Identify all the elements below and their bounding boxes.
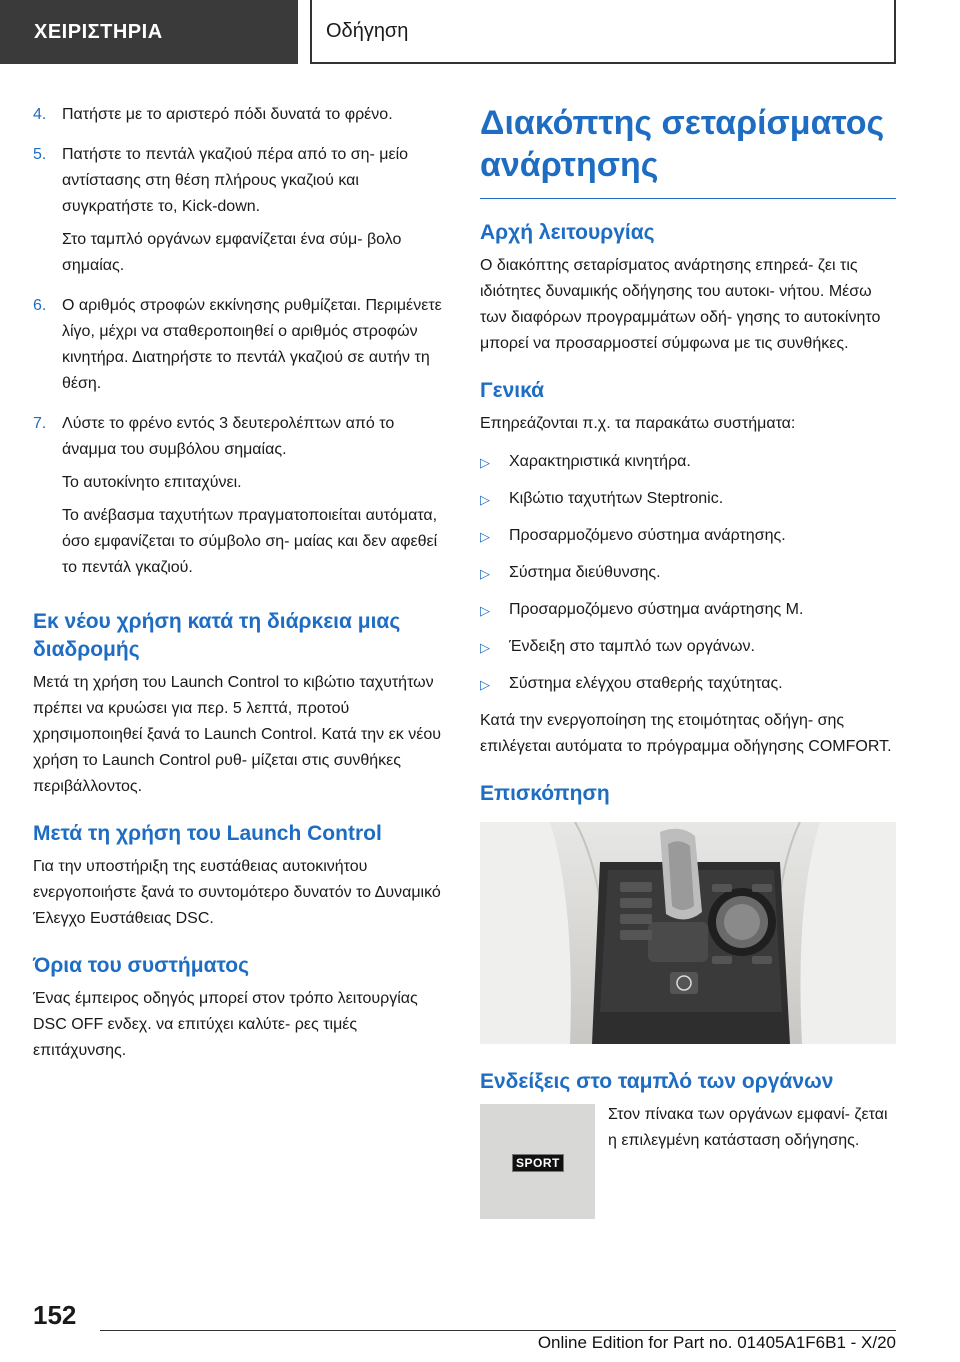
footer-divider: [100, 1330, 896, 1331]
list-item-text: Σύστημα ελέγχου σταθερής ταχύτητας.: [509, 675, 783, 692]
general-heading: Γενικά: [480, 379, 545, 402]
center-console-photo: [480, 822, 896, 1044]
chapter-title: Οδήγηση: [326, 19, 409, 42]
triangle-right-outline-icon: ▷: [480, 566, 490, 581]
step-text: Πατήστε το πεντάλ γκαζιού πέρα από το ση- μείο αντίστασης στη θέση πλήρους γκαζιού και συγκρατήστε το, Kick-down.: [62, 146, 409, 215]
step-text: Το αυτοκίνητο επιταχύνει.: [62, 474, 242, 491]
triangle-right-outline-icon: ▷: [480, 603, 490, 618]
step-7: [33, 411, 448, 588]
chapter-tab: [310, 0, 896, 64]
triangle-right-outline-icon: ▷: [480, 640, 490, 655]
list-item-text: Ένδειξη στο ταμπλό των οργάνων.: [509, 638, 755, 655]
triangle-right-outline-icon: ▷: [480, 529, 490, 544]
general-outro: Κατά την ενεργοποίηση της ετοιμότητας οδήγη- σης επιλέγεται αυτόματα το πρόγραμμα οδήγησης COMFORT.: [480, 712, 892, 755]
step-4: [33, 102, 448, 135]
step-6: [33, 293, 448, 404]
list-item-text: Κιβώτιο ταχυτήτων Steptronic.: [509, 490, 724, 507]
section-text: Ένας έμπειρος οδηγός μπορεί στον τρόπο λειτουργίας DSC OFF ενδεχ. να επιτύχει καλύτε- ρες τιμές επιτάχυνσης.: [33, 990, 418, 1059]
section-text: Για την υποστήριξη της ευστάθειας αυτοκινήτου ενεργοποιήστε ξανά το συντομότερο δυνατόν το Δυναμικό Έλεγχο Ευστάθειας DSC.: [33, 858, 441, 927]
section-heading: Μετά τη χρήση του Launch Control: [33, 822, 382, 845]
general-intro: Επηρεάζονται π.χ. τα παρακάτω συστήματα:: [480, 415, 796, 432]
step-number: 4.: [33, 106, 47, 123]
step-number: 7.: [33, 415, 47, 432]
list-item-text: Σύστημα διεύθυνσης.: [509, 564, 661, 581]
center-console-illustration: [480, 822, 896, 1044]
indicators-text: Στον πίνακα των οργάνων εμφανί- ζεται η επιλεγμένη κατάσταση οδήγησης.: [608, 1106, 888, 1149]
indicators-row: [480, 1104, 896, 1219]
section-tab: [0, 0, 298, 64]
step-text: Στο ταμπλό οργάνων εμφανίζεται ένα σύμ- βολο σημαίας.: [62, 231, 402, 274]
sport-mode-label: SPORT: [512, 1154, 564, 1172]
footer-edition: Online Edition for Part no. 01405A1F6B1 - X/20: [537, 1333, 896, 1352]
list-item: [480, 634, 896, 661]
list-item: [480, 560, 896, 587]
list-item: [480, 449, 896, 476]
triangle-right-outline-icon: ▷: [480, 455, 490, 470]
step-number: 5.: [33, 146, 47, 163]
list-item-text: Προσαρμοζόμενο σύστημα ανάρτησης.: [509, 527, 786, 544]
list-item: [480, 486, 896, 513]
step-text: Λύστε το φρένο εντός 3 δευτερολέπτων από το άναμμα του συμβόλου σημαίας.: [62, 415, 395, 458]
list-item-text: Χαρακτηριστικά κινητήρα.: [509, 453, 691, 470]
triangle-right-outline-icon: ▷: [480, 677, 490, 692]
step-text: Πατήστε με το αριστερό πόδι δυνατά το φρένο.: [62, 106, 393, 123]
right-column: [480, 102, 896, 1219]
principle-text: Ο διακόπτης σεταρίσματος ανάρτησης επηρεά- ζει τις ιδιότητες δυναμικής οδήγησης του αυτοκι- νήτου. Μέσω των διαφόρων προγραμμάτων οδή- γησης το αυτοκίνητο μπορεί να προσαρμοστεί σύμφωνα με τις συνθήκες.: [480, 257, 881, 352]
list-item: [480, 597, 896, 624]
section-heading: Όρια του συστήματος: [33, 954, 250, 977]
step-number: 6.: [33, 297, 47, 314]
list-item-text: Προσαρμοζόμενο σύστημα ανάρτησης M.: [509, 601, 804, 618]
section-heading: Εκ νέου χρήση κατά τη διάρκεια μιας διαδρομής: [33, 610, 401, 661]
step-text: Το ανέβασμα ταχυτήτων πραγματοποιείται αυτόματα, όσο εμφανίζεται το σύμβολο ση- μαίας και δεν αφεθεί το πεντάλ γκαζιού.: [62, 507, 438, 576]
list-item: [480, 523, 896, 550]
step-text: Ο αριθμός στροφών εκκίνησης ρυθμίζεται. Περιμένετε λίγο, μέχρι να σταθεροποιηθεί ο αριθμός στροφών κινητήρα. Διατηρήστε το πεντάλ γκαζιού σε αυτήν τη θέση.: [62, 297, 442, 392]
page-title: Διακόπτης σεταρίσματος ανάρτησης: [480, 102, 896, 199]
page-number: 152: [33, 1300, 77, 1330]
indicators-heading: Ενδείξεις στο ταμπλό των οργάνων: [480, 1070, 834, 1093]
left-column: [33, 102, 448, 1076]
instrument-display-image: [480, 1104, 595, 1219]
triangle-right-outline-icon: ▷: [480, 492, 490, 507]
section-text: Μετά τη χρήση του Launch Control το κιβώτιο ταχυτήτων πρέπει να κρυώσει για περ. 5 λεπτά, προτού χρησιμοποιηθεί ξανά το Launch Control. Κατά την εκ νέου χρήση το Launch Control ρυθ- μίζεται στις συνθήκες περιβάλλοντος.: [33, 674, 441, 795]
section-title: ΧΕΙΡΙΣΤΗΡΙΑ: [34, 20, 163, 43]
overview-heading: Επισκόπηση: [480, 782, 610, 805]
step-5: [33, 142, 448, 286]
principle-heading: Αρχή λειτουργίας: [480, 221, 655, 244]
list-item: [480, 671, 896, 698]
